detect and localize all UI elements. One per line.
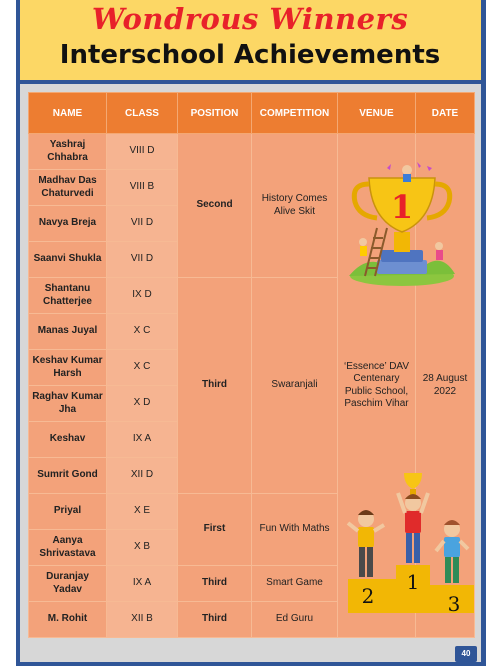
- competition-cell: Ed Guru: [252, 602, 338, 638]
- page-number: 40: [455, 646, 477, 662]
- column-header-name: NAME: [29, 93, 107, 134]
- competition-cell: History Comes Alive Skit: [252, 134, 338, 278]
- competition-cell: Fun With Maths: [252, 494, 338, 566]
- student-name: Shantanu Chatterjee: [29, 278, 107, 314]
- trophy-number: 1: [390, 188, 414, 226]
- competition-cell: Smart Game: [252, 566, 338, 602]
- column-header-position: POSITION: [178, 93, 252, 134]
- position-cell: Third: [178, 602, 252, 638]
- student-class: VIII D: [107, 134, 178, 170]
- student-name: Manas Juyal: [29, 314, 107, 350]
- student-class: VII D: [107, 242, 178, 278]
- student-class: X C: [107, 314, 178, 350]
- column-header-class: CLASS: [107, 93, 178, 134]
- student-class: X E: [107, 494, 178, 530]
- student-class: X B: [107, 530, 178, 566]
- student-class: XII B: [107, 602, 178, 638]
- position-cell: Third: [178, 566, 252, 602]
- trophy-illustration: [347, 158, 457, 288]
- trophy-icon: [347, 158, 457, 288]
- student-name: Priyal: [29, 494, 107, 530]
- student-name: Keshav Kumar Harsh: [29, 350, 107, 386]
- student-name: Madhav Das Chaturvedi: [29, 170, 107, 206]
- student-class: X C: [107, 350, 178, 386]
- student-name: M. Rohit: [29, 602, 107, 638]
- student-name: Saanvi Shukla: [29, 242, 107, 278]
- script-title: Wondrous Winners: [91, 2, 409, 36]
- page-title: Interschool Achievements: [59, 40, 441, 70]
- column-header-venue: VENUE: [338, 93, 416, 134]
- position-cell: Third: [178, 278, 252, 494]
- student-class: VIII B: [107, 170, 178, 206]
- column-header-competition: COMPETITION: [252, 93, 338, 134]
- venue-cell: ‘Essence’ DAV Centenary Public School, Paschim Vihar: [338, 134, 416, 638]
- student-name: Keshav: [29, 422, 107, 458]
- competition-cell: Swaranjali: [252, 278, 338, 494]
- student-class: IX A: [107, 566, 178, 602]
- podium-third-number: 3: [447, 592, 461, 615]
- student-name: Duranjay Yadav: [29, 566, 107, 602]
- student-class: IX A: [107, 422, 178, 458]
- student-name: Navya Breja: [29, 206, 107, 242]
- student-class: XII D: [107, 458, 178, 494]
- position-cell: First: [178, 494, 252, 566]
- student-name: Sumrit Gond: [29, 458, 107, 494]
- position-cell: Second: [178, 134, 252, 278]
- podium-icon: [342, 467, 476, 615]
- student-class: VII D: [107, 206, 178, 242]
- student-class: X D: [107, 386, 178, 422]
- column-header-date: DATE: [416, 93, 475, 134]
- student-name: Yashraj Chhabra: [29, 134, 107, 170]
- student-name: Raghav Kumar Jha: [29, 386, 107, 422]
- student-class: IX D: [107, 278, 178, 314]
- table-header-row: [29, 93, 475, 134]
- student-name: Aanya Shrivastava: [29, 530, 107, 566]
- podium-illustration: [342, 467, 476, 615]
- podium-second-number: 2: [361, 584, 375, 608]
- podium-first-number: 1: [406, 570, 420, 594]
- date-cell: 28 August 2022: [416, 134, 475, 638]
